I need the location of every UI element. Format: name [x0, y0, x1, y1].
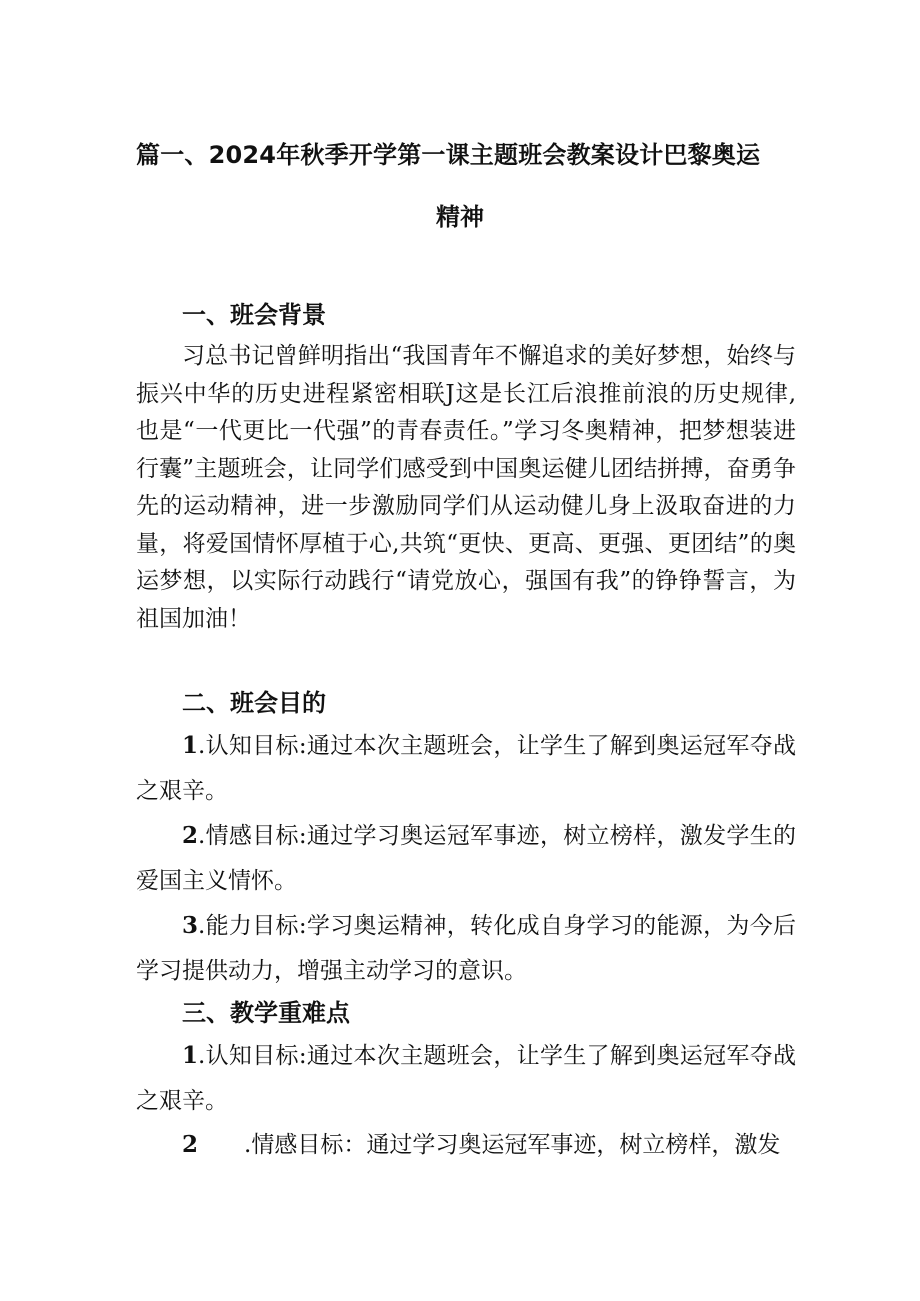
section-heading-key-points: 三、教学重难点	[182, 999, 350, 1027]
section-heading-purpose: 二、班会目的	[182, 689, 326, 717]
item-text: .认知目标:通过本次主题班会，让学生了解到奥运冠军夺战之艰辛。	[136, 733, 796, 804]
document-title-line-1: 篇一、2024年秋季开学第一课主题班会教案设计巴黎奥运	[136, 141, 761, 169]
item-number: 1	[182, 1042, 199, 1069]
purpose-item-ability	[136, 903, 796, 994]
purpose-item-cognitive	[136, 723, 796, 814]
item-text: .情感目标：通过学习奥运冠军事迹，树立榜样，激发	[198, 1132, 781, 1158]
item-text: .能力目标:学习奥运精神，转化成自身学习的能源，为今后学习提供动力，增强主动学习的意识。	[136, 913, 796, 984]
item-number: 2	[182, 822, 199, 849]
background-paragraph: 习总书记曾鲜明指出“我国青年不懈追求的美好梦想，始终与振兴中华的历史进程紧密相联J这是长江后浪推前浪的历史规律,也是“一代更比一代强”的青春责任。”学习冬奥精神，把梦想装进行囊”主题班会，让同学们感受到中国奥运健儿团结拼搏，奋勇争先的运动精神，进一步激励同学们从运动健儿身上汲取奋进的力量，将爱国情怀厚植于心,共筑“更快、更高、更强、更团结”的奥运梦想，以实际行动践行“请党放心，强国有我”的铮铮誓言，为祖国加油！	[136, 343, 796, 632]
item-text: .情感目标:通过学习奥运冠军事迹，树立榜样，激发学生的爱国主义情怀。	[136, 823, 796, 894]
item-number: 1	[182, 732, 199, 759]
section-heading-background: 一、班会背景	[182, 301, 326, 329]
item-number: 2	[182, 1131, 199, 1158]
purpose-item-emotional	[136, 813, 796, 904]
key-point-item-emotional	[136, 1122, 796, 1168]
item-number: 3	[182, 912, 199, 939]
item-text: .认知目标:通过本次主题班会，让学生了解到奥运冠军夺战之艰辛。	[136, 1043, 796, 1114]
key-point-item-cognitive	[136, 1033, 796, 1124]
document-title-line-2: 精神	[436, 203, 484, 231]
